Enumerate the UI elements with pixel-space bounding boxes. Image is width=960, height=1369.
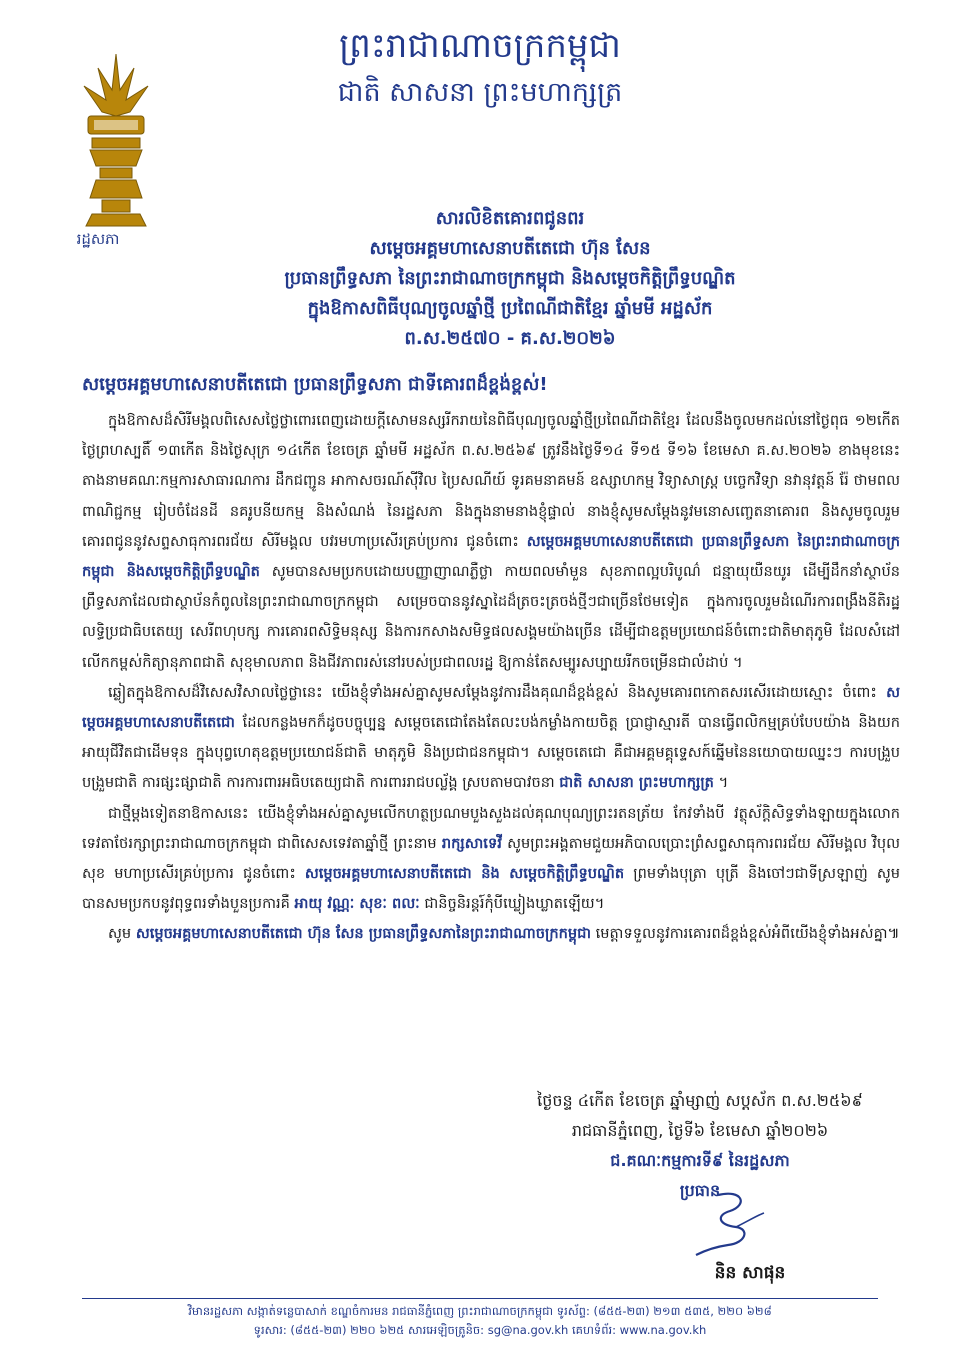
p2-highlight-motto: ជាតិ សាសនា ព្រះមហាក្សត្រ bbox=[559, 774, 714, 792]
p3-text-d: ជានិច្ចនិរន្តរ៍កុំបីឃ្លៀងឃ្លាតឡើយ។ bbox=[424, 895, 605, 913]
p3-text-a: ជាថ្មីម្តងទៀតនាឱកាសនេះ យើងខ្ញុំទាំងអស់គ្នាសូមលើកហត្ថប្រណមបួងសួងដល់គុណបុណ្យព្រះរតនត្រ័យ កែវទាំងបី វត្ថុស័ក្តិសិទ្ធទាំងឡាយក្នុងលោក ទេវតាថែរក្សាព្រះរាជាណាចក្រកម្ពុជា ជាពិសេសទេវតាឆ្នាំថ្មី ព្រះនាម bbox=[82, 804, 900, 852]
p4-text-b: មេត្តាទទួលនូវការគោរពដ៏ខ្ពង់ខ្ពស់អំពីយើងខ្ញុំទាំងអស់គ្នា៕ bbox=[595, 925, 900, 943]
p3-highlight-2: សម្តេចអគ្គមហាសេនាបតីតេជោ និង សម្តេចកិត្តិព្រឹទ្ធបណ្ឌិត bbox=[304, 865, 625, 883]
letter-body bbox=[82, 406, 900, 950]
p2-highlight: សម្តេចអគ្គមហាសេនាបតីតេជោ bbox=[82, 683, 900, 732]
p3-highlight: រាក្សសាទេវី bbox=[441, 834, 502, 852]
signer-position: ប្រធាន bbox=[679, 1181, 721, 1200]
signature-icon bbox=[688, 1185, 768, 1260]
committee-name: ជ.គណៈកម្មការទី៩ នៃរដ្ឋសភា bbox=[610, 1151, 790, 1170]
title-line-5: ព.ស.២៥៧០ - គ.ស.២០២៦ bbox=[404, 328, 616, 349]
p1-highlight: សម្តេចអគ្គមហាសេនាបតីតេជោ ប្រធានព្រឹទ្ធសភា នៃព្រះរាជាណាចក្រកម្ពុជា និងសម្តេចកិត្តិព្រឹទ្ធបណ្ឌិត bbox=[82, 532, 900, 581]
title-line-4: ក្នុងឱកាសពិធីបុណ្យចូលឆ្នាំថ្មី ប្រពៃណីជាតិខ្មែរ ឆ្នាំមមី អដ្ឋស័ក bbox=[307, 298, 713, 319]
paragraph-4 bbox=[82, 919, 900, 949]
letter-title-block bbox=[80, 204, 940, 354]
national-motto: ជាតិ សាសនា ព្រះមហាក្សត្រ bbox=[337, 77, 623, 108]
kingdom-heading: ព្រះរាជាណាចក្រកម្ពុជា bbox=[339, 26, 621, 66]
p1-text-b: សូមបានសមប្រកបដោយបញ្ញាញាណភ្លឺថ្លា កាយពលមាំមួន សុខភាពល្អបរិបូណ៌ ជន្មាយុយឺនយូរ ដើម្បីដឹកនាំស្ថាប័នព្រឹទ្ធសភាដែលជាស្ថាប័នកំពូលនៃព្រះរាជាណាចក្រកម្ពុជា សម្រេចបាននូវស្នាដៃដ៏ត្រចះត្រចង់ថ្មីៗជាច្រើនថែមទៀត ក្នុងការចូលរួមដំណើរការពង្រឹងនីតិរដ្ឋ លទ្ធិប្រជាធិបតេយ្យ សេរីពហុបក្ស ការគោរពសិទ្ធិមនុស្ស និងការកសាងសមិទ្ធផលសង្គមយ៉ាងច្រើន ដើម្បីជាឧត្តមប្រយោជន៍ចំពោះជាតិមាតុភូមិ ដែលសំដៅលើកកម្ពស់កិត្យានុភាពជាតិ សុខុមាលភាព និងជីវភាពរស់នៅរបស់ប្រជាពលរដ្ឋ ឱ្យកាន់តែសម្បូរសប្បាយរីកចម្រើនជាលំដាប់ ។ bbox=[82, 563, 900, 671]
paragraph-2 bbox=[82, 678, 900, 799]
p2-text-c: ។ bbox=[718, 774, 729, 792]
p2-text-b: ដែលកន្លងមកក៏ដូចបច្ចុប្បន្ន សម្តេចតេជោតែងតែលះបង់កម្លាំងកាយចិត្ត ប្រាជ្ញាស្មារតី បានធ្វើពលិកម្មគ្រប់បែបយ៉ាង និងយកអាយុជីវិតជាដើមទុន ក្នុងបុព្វហេតុឧត្តមប្រយោជន៍ជាតិ មាតុភូមិ និងប្រជាជនកម្ពុជា។ សម្តេចតេជោ គឺជាអគ្គមគ្គុទ្ទេសក៍ឆ្នើមនៃនយោបាយឈ្នះៗ ការបង្រួបបង្រួមជាតិ ការផ្សះផ្សាជាតិ ការការពារអធិបតេយ្យជាតិ ការពាររាជបល្ល័ង្គ ស្របតាមបាវចនា bbox=[82, 714, 901, 792]
p4-highlight: សម្តេចអគ្គមហាសេនាបតីតេជោ ហ៊ុន សែន ប្រធានព្រឹទ្ធសភានៃព្រះរាជាណាចក្រកម្ពុជា bbox=[135, 925, 592, 943]
p2-text-a: ឆ្លៀតក្នុងឱកាសដ៏វិសេសវិសាលថ្លៃថ្លានេះ យើងខ្ញុំទាំងអស់គ្នាសូមសម្តែងនូវការដឹងគុណដ៏ខ្ពង់ខ្ពស់ និងសូមគោរពកោតសរសើរដោយស្មោះ ចំពោះ bbox=[108, 683, 877, 701]
paragraph-1 bbox=[82, 406, 900, 678]
footer-address: វិមានរដ្ឋសភា សង្កាត់ទន្លេបាសាក់ ខណ្ឌចំការមន រាជធានីភ្នំពេញ ព្រះរាជាណាចក្រកម្ពុជា ទូរស័ព្ទ: (៨៥៥-២៣) ២១៣ ៥៣៥, ២២០ ៦២៨ bbox=[188, 1304, 772, 1318]
footer-divider bbox=[82, 1298, 878, 1299]
p1-text-a: ក្នុងឱកាសដ៏សិរីមង្គលពិសេសថ្លៃថ្លាពោរពេញដោយក្តីសោមនស្សរីករាយនៃពិធីបុណ្យចូលឆ្នាំថ្មីប្រពៃណីជាតិខ្មែរ ដែលនឹងចូលមកដល់នៅថ្ងៃពុធ ១២កើត ថ្ងៃព្រហស្បតិ៍ ១៣កើត និងថ្ងៃសុក្រ ១៤កើត ខែចេត្រ ឆ្នាំមមី អដ្ឋស័ក ព.ស.២៥៦៩ ត្រូវនឹងថ្ងៃទី១៤ ទី១៥ ទី១៦ ខែមេសា គ.ស.២០២៦ ខាងមុខនេះ តាងនាមគណៈកម្មការសាធារណការ ដឹកជញ្ជូន អាកាសចរណ៍ស៊ីវិល ប្រៃសណីយ៍ ទូរគមនាគមន៍ ឧស្សាហកម្ម វិទ្យាសាស្ត្រ បច្ចេកវិទ្យា នវានុវត្តន៍ រ៉ែ ថាមពល ពាណិជ្ជកម្ម រៀបចំដែនដី នគរូបនីយកម្ម និងសំណង់ នៃរដ្ឋសភា និងក្នុងនាមនាងខ្ញុំផ្ទាល់ នាងខ្ញុំសូមសម្តែងនូវមនោសញ្ចេតនាគោរព និងសូមចូលរួមគោរពជូននូវសព្ទសាធុការពរជ័យ សិរីមង្គល បវរមហាប្រសើរគ្រប់ប្រការ ជូនចំពោះ bbox=[82, 412, 900, 550]
lunar-date: ថ្ងៃចន្ទ ៤កើត ខែចេត្រ ឆ្នាំម្សាញ់ សប្តស័ក ព.ស.២៥៦៩ bbox=[537, 1091, 863, 1110]
salutation: សម្តេចអគ្គមហាសេនាបតីតេជោ ប្រធានព្រឹទ្ធសភា ជាទីគោរពដ៏ខ្ពង់ខ្ពស់! bbox=[82, 374, 548, 395]
title-line-3: ប្រធានព្រឹទ្ធសភា នៃព្រះរាជាណាចក្រកម្ពុជា និងសម្តេចកិត្តិព្រឹទ្ធបណ្ឌិត bbox=[284, 268, 736, 289]
emblem-caption: រដ្ឋសភា bbox=[76, 230, 120, 248]
p3-text-b: សូមព្រះអង្គតាមជួយអភិបាលប្រោះព្រំសព្ទសាធុការពរជ័យ សិរីមង្គល វិបុលសុខ មហាប្រសើរគ្រប់ប្រការ ជូនចំពោះ bbox=[82, 834, 901, 883]
title-line-1: សារលិខិតគោរពជូនពរ bbox=[435, 208, 585, 229]
footer-contact: ទូរសារ: (៨៥៥-២៣) ២២០ ៦២៥ សារអេឡិចត្រូនិច: sg@na.gov.kh គេហទំព័រ: www.na.gov.kh bbox=[253, 1323, 707, 1337]
signer-name: និន សាផុន bbox=[714, 1263, 786, 1283]
p4-text-a: សូម bbox=[108, 925, 132, 943]
p3-highlight-3: អាយុ វណ្ណៈ សុខៈ ពលៈ bbox=[294, 895, 420, 913]
place-date: រាជធានីភ្នំពេញ, ថ្ងៃទី៦ ខែមេសា ឆ្នាំ២០២៦ bbox=[571, 1121, 829, 1140]
title-line-2: សម្តេចអគ្គមហាសេនាបតីតេជោ ហ៊ុន សែន bbox=[369, 238, 651, 259]
paragraph-3 bbox=[82, 799, 900, 920]
footer bbox=[82, 1302, 878, 1340]
p3-text-c: ព្រមទាំងបុត្រា បុត្រី និងចៅៗជាទីស្រឡាញ់ សូមបានសមប្រកបនូវពុទ្ធពរទាំងបួនប្រការគឺ bbox=[82, 865, 901, 913]
